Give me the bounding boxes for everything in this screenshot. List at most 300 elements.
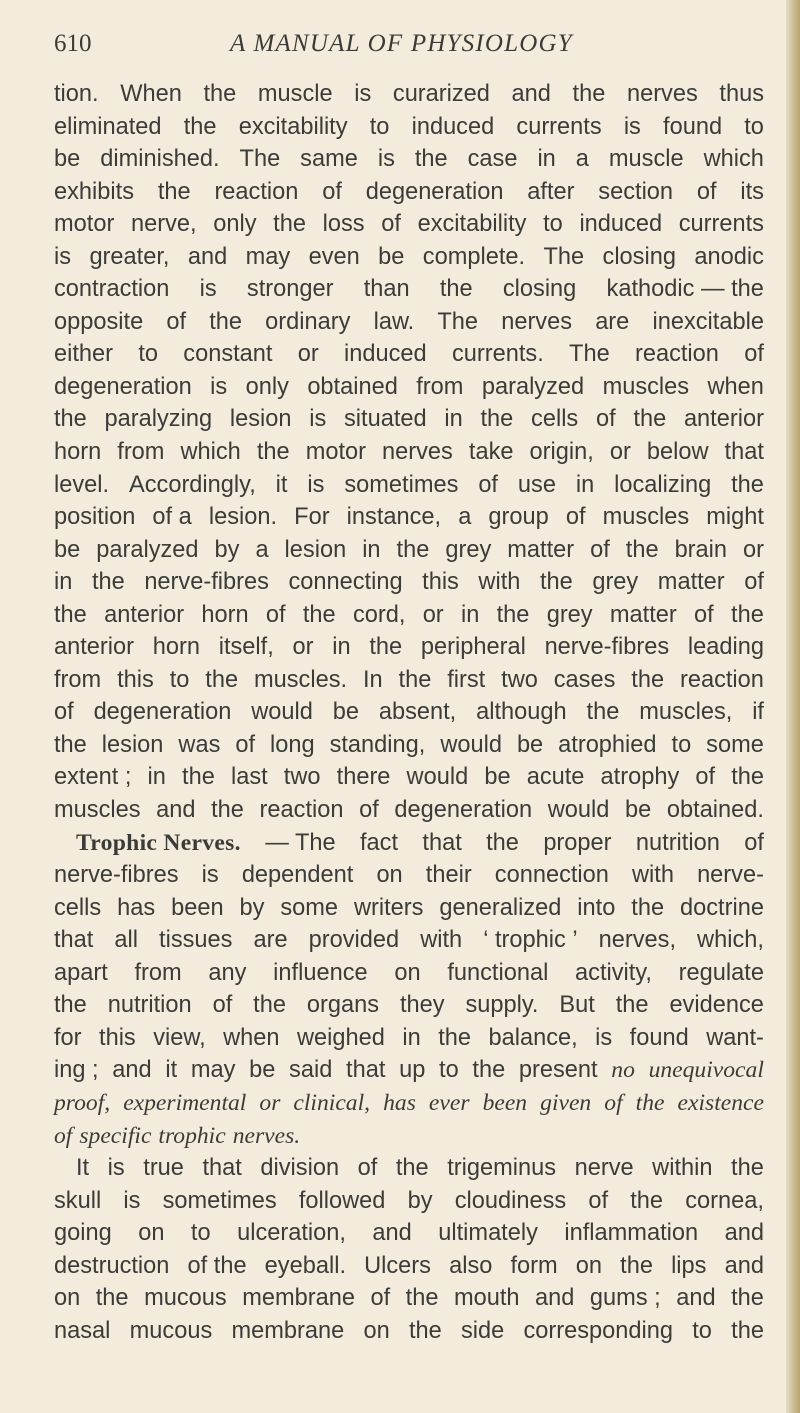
word: the	[486, 829, 519, 856]
word: of	[478, 471, 498, 498]
text-line	[54, 208, 764, 241]
word: and	[372, 1220, 412, 1247]
word: level.	[54, 471, 110, 498]
text-line	[54, 1250, 764, 1283]
word: two	[501, 666, 538, 693]
word: is	[377, 146, 395, 173]
word: the	[438, 1024, 472, 1051]
word: is	[107, 1155, 125, 1182]
word: absent,	[378, 699, 457, 726]
word: grey	[546, 601, 593, 628]
word: the	[731, 1285, 764, 1312]
word: when	[707, 373, 764, 400]
word: might	[706, 504, 764, 531]
text-line	[54, 827, 764, 860]
word: currents	[678, 211, 764, 238]
word: nerve-fibres	[144, 569, 269, 596]
word: and	[511, 81, 551, 107]
word: acute	[526, 764, 585, 791]
word: the	[480, 406, 514, 433]
word: degeneration	[54, 373, 192, 400]
word: than	[363, 276, 410, 303]
word: lesion	[229, 406, 292, 433]
word: first	[447, 666, 486, 693]
word: may	[190, 1057, 236, 1084]
word: their	[425, 862, 472, 889]
word: and	[724, 1220, 764, 1247]
word: for	[54, 1024, 82, 1051]
word: nerve,	[130, 211, 197, 238]
word: of	[265, 601, 286, 628]
word: of	[696, 178, 717, 205]
word: or	[297, 341, 319, 368]
word: tion.	[54, 81, 99, 107]
word: excitability	[417, 211, 527, 238]
word: nasal	[54, 1317, 111, 1344]
text-line	[54, 1054, 764, 1087]
word: — The	[265, 829, 336, 856]
word: the	[54, 406, 87, 433]
word: or	[743, 536, 764, 563]
word: last	[230, 764, 268, 791]
word: ulceration,	[237, 1220, 346, 1247]
word: degeneration	[394, 797, 533, 824]
word: weighed	[297, 1024, 385, 1051]
italic-word: trophic	[158, 1122, 226, 1149]
word: be	[332, 699, 359, 726]
word: or	[422, 601, 444, 628]
word: nerve	[574, 1155, 634, 1182]
word: muscles	[602, 373, 690, 400]
italic-word: unequivocal	[648, 1057, 764, 1084]
word: is	[309, 406, 327, 433]
word: skull	[54, 1187, 102, 1214]
word: standing,	[329, 731, 426, 758]
word: in	[460, 601, 480, 628]
word: would	[547, 797, 610, 824]
word: also	[449, 1252, 493, 1279]
word: of the	[187, 1252, 247, 1279]
word: degeneration	[93, 699, 232, 726]
word: from	[117, 439, 165, 466]
word: curarized	[392, 81, 490, 107]
word: be	[516, 731, 544, 758]
word: When	[120, 81, 182, 107]
word: in	[362, 536, 381, 563]
word: the	[54, 601, 87, 628]
word: matter	[507, 536, 575, 563]
word: muscles	[602, 504, 690, 531]
word: nerves,	[598, 927, 677, 954]
text-line	[54, 176, 764, 209]
word: the	[256, 439, 290, 466]
word: use	[517, 471, 556, 498]
word: are	[253, 927, 288, 954]
italic-word: experimental	[123, 1089, 247, 1116]
word: closing	[602, 243, 676, 270]
word: of	[590, 536, 610, 563]
word: they	[399, 992, 445, 1019]
word: induced	[579, 211, 663, 238]
text-line	[54, 1315, 764, 1348]
word: Accordingly,	[129, 471, 256, 498]
word: of a	[152, 504, 192, 531]
word: lips	[671, 1252, 707, 1279]
word: of	[744, 569, 764, 596]
word: mucous	[129, 1317, 213, 1344]
word: in	[402, 1024, 421, 1051]
word: horn	[152, 634, 200, 661]
word: been	[171, 894, 224, 921]
word: of	[565, 504, 586, 531]
word: side	[460, 1317, 505, 1344]
word: influence	[273, 959, 368, 986]
word: a	[255, 536, 269, 563]
word: a	[458, 504, 472, 531]
word: the	[182, 764, 215, 791]
word: to	[439, 1057, 459, 1084]
word: to	[543, 211, 563, 238]
word: of	[322, 178, 342, 205]
word: constant	[183, 341, 273, 368]
word: the	[615, 992, 649, 1019]
word: be	[625, 797, 652, 824]
word: the	[203, 81, 237, 107]
word: corresponding	[523, 1317, 674, 1344]
word: division	[260, 1155, 340, 1182]
word: mouth	[453, 1285, 520, 1312]
text-line	[54, 534, 764, 567]
text-line	[54, 859, 764, 892]
italic-word: of	[54, 1122, 73, 1149]
word: to	[190, 1220, 211, 1247]
word: to	[169, 666, 190, 693]
word: and	[676, 1285, 716, 1312]
word: is	[354, 81, 372, 107]
word: up	[399, 1057, 426, 1084]
word: within	[652, 1155, 713, 1182]
word: atrophied	[558, 731, 657, 758]
word: Ulcers	[364, 1252, 431, 1279]
word: nerve-fibres	[544, 634, 670, 661]
word: the	[572, 81, 606, 107]
word: the	[620, 1252, 653, 1279]
word: activity,	[575, 959, 652, 986]
word: on	[363, 1317, 390, 1344]
word: organs	[306, 992, 380, 1019]
word: of	[694, 601, 714, 628]
word: sometimes	[162, 1187, 277, 1214]
word: this	[117, 666, 154, 693]
word: true	[143, 1155, 184, 1182]
word: want-	[706, 1024, 764, 1051]
running-title: A MANUAL OF PHYSIOLOGY	[230, 30, 573, 57]
word: are	[595, 308, 630, 335]
word: in	[54, 569, 73, 596]
word: if	[752, 699, 764, 726]
text-line	[54, 1185, 764, 1218]
word: the	[731, 1155, 764, 1182]
word: lesion	[101, 731, 164, 758]
word: there	[336, 764, 391, 791]
text-line	[54, 599, 764, 632]
word: paralyzed	[481, 373, 585, 400]
word: to	[138, 341, 158, 368]
word: to	[369, 113, 390, 140]
word: the	[211, 797, 244, 824]
word: muscle	[608, 146, 684, 173]
word: connection	[494, 862, 609, 889]
word: that	[54, 927, 94, 954]
word: doctrine	[680, 894, 764, 921]
word: form	[510, 1252, 558, 1279]
word: kathodic — the	[606, 276, 764, 303]
word: would	[406, 764, 469, 791]
word: it	[165, 1057, 178, 1084]
word: dependent	[241, 862, 354, 889]
text-line	[54, 1217, 764, 1250]
word: The	[437, 308, 479, 335]
word: The	[239, 146, 281, 173]
text-line	[54, 664, 764, 697]
word: with	[420, 927, 463, 954]
word: motor	[305, 439, 366, 466]
word: case	[467, 146, 518, 173]
word: of	[235, 731, 256, 758]
word: nerve-fibres	[54, 862, 179, 889]
text-line	[54, 241, 764, 274]
word: some	[280, 894, 339, 921]
word: instance,	[346, 504, 442, 531]
word: reaction	[259, 797, 344, 824]
word: some	[706, 731, 764, 758]
word: leading	[687, 634, 764, 661]
word: cells	[531, 406, 579, 433]
word: ing ;	[54, 1057, 99, 1084]
word: that	[422, 829, 462, 856]
word: that	[724, 439, 764, 466]
word: the	[54, 992, 87, 1019]
word: motor	[54, 211, 115, 238]
word: lesion.	[208, 504, 278, 531]
word: is	[199, 276, 217, 303]
word: and	[535, 1285, 575, 1312]
text-line	[54, 1282, 764, 1315]
word: the	[586, 699, 620, 726]
word: the	[630, 1187, 664, 1214]
word: present	[518, 1057, 598, 1084]
word: the	[631, 666, 665, 693]
word: nutrition	[635, 829, 720, 856]
text-line	[54, 892, 764, 925]
word: cells	[54, 894, 102, 921]
word: the	[414, 146, 448, 173]
word: going	[54, 1220, 112, 1247]
word: the	[408, 1317, 442, 1344]
word: be	[484, 764, 511, 791]
word: But	[559, 992, 595, 1019]
word: the	[405, 1285, 439, 1312]
page-header	[54, 30, 754, 64]
text-line	[54, 273, 764, 306]
word: in	[332, 634, 351, 661]
word: itself,	[218, 634, 274, 661]
word: sometimes	[344, 471, 459, 498]
word: anodic	[694, 243, 764, 270]
word: muscles.	[253, 666, 348, 693]
word: with	[478, 569, 521, 596]
word: which	[703, 146, 764, 173]
word: proper	[543, 829, 612, 856]
word: For	[294, 504, 330, 531]
word: two	[283, 764, 321, 791]
word: by	[239, 894, 265, 921]
text-line	[54, 1120, 764, 1153]
word: is	[307, 471, 325, 498]
word: nutrition	[107, 992, 192, 1019]
word: cases	[553, 666, 616, 693]
text-line	[54, 111, 764, 144]
word: would	[440, 731, 502, 758]
word: is	[623, 113, 641, 140]
word: the	[209, 308, 243, 335]
word: on	[376, 862, 403, 889]
text-line	[54, 371, 764, 404]
word: opposite	[54, 308, 144, 335]
word: anterior	[54, 634, 134, 661]
word: on	[394, 959, 421, 986]
word: would	[251, 699, 313, 726]
word: matter	[609, 601, 677, 628]
word: cornea,	[685, 1187, 764, 1214]
word: localizing	[614, 471, 712, 498]
word: stronger	[246, 276, 334, 303]
word: of	[212, 992, 233, 1019]
word: from	[416, 373, 464, 400]
word: group	[488, 504, 549, 531]
word: induced	[344, 341, 427, 368]
word: lesion	[284, 536, 347, 563]
word: take	[468, 439, 514, 466]
word: the	[631, 894, 665, 921]
text-line	[54, 924, 764, 957]
text-line	[54, 338, 764, 371]
word: membrane	[242, 1285, 355, 1312]
word: the	[633, 406, 667, 433]
word: of	[595, 406, 616, 433]
word: from	[54, 666, 102, 693]
italic-word: clinical,	[293, 1089, 371, 1116]
word: same	[300, 146, 358, 173]
text-line	[54, 729, 764, 762]
word: any	[208, 959, 247, 986]
word: complete.	[422, 243, 526, 270]
text-line	[54, 436, 764, 469]
italic-word: existence	[677, 1089, 764, 1116]
word: and	[724, 1252, 764, 1279]
word: view,	[153, 1024, 206, 1051]
word: obtained	[307, 373, 398, 400]
italic-word: the	[635, 1089, 665, 1116]
word: the	[731, 471, 764, 498]
word: with	[632, 862, 674, 889]
word: muscles	[54, 797, 141, 824]
word: of	[370, 1285, 391, 1312]
word: this	[99, 1024, 136, 1051]
word: the	[731, 601, 764, 628]
word: The	[543, 243, 585, 270]
text-line	[54, 761, 764, 794]
word: the	[439, 276, 473, 303]
word: writers	[353, 894, 424, 921]
word: closing	[502, 276, 577, 303]
word: the	[253, 992, 286, 1019]
word: loss	[322, 211, 365, 238]
word: of	[54, 699, 74, 726]
word: on	[54, 1285, 81, 1312]
word: long	[270, 731, 315, 758]
text-line	[54, 403, 764, 436]
word: is	[54, 243, 72, 270]
word: the	[302, 601, 336, 628]
word: the	[273, 211, 306, 238]
italic-word: specific	[79, 1122, 152, 1149]
word: by	[214, 536, 240, 563]
section-heading: Trophic Nerves.	[76, 829, 241, 856]
word: the	[183, 113, 217, 140]
text-line	[54, 469, 764, 502]
word: of	[166, 308, 187, 335]
word: the	[731, 764, 764, 791]
word: is	[210, 373, 228, 400]
word: diminished.	[100, 146, 220, 173]
word: atrophy	[600, 764, 680, 791]
word: this	[422, 569, 459, 596]
word: ‘ trophic ’	[483, 927, 578, 954]
word: even	[308, 243, 360, 270]
word: the	[625, 536, 659, 563]
word: supply.	[465, 992, 539, 1019]
word: matter	[657, 569, 725, 596]
word: to	[692, 1317, 712, 1344]
italic-word: been	[482, 1089, 528, 1116]
word: that	[346, 1057, 386, 1084]
word: inexcitable	[652, 308, 764, 335]
word: be	[54, 536, 81, 563]
body-text	[54, 78, 764, 1347]
word: below	[646, 439, 709, 466]
word: paralyzed	[96, 536, 199, 563]
word: by	[407, 1187, 433, 1214]
word: has	[117, 894, 156, 921]
word: the	[91, 569, 125, 596]
word: of	[357, 1155, 378, 1182]
word: found	[629, 1024, 689, 1051]
word: generalized	[439, 894, 562, 921]
text-line	[54, 957, 764, 990]
italic-word: no	[611, 1057, 635, 1084]
word: is	[201, 862, 219, 889]
word: which,	[697, 927, 764, 954]
word: the	[205, 666, 239, 693]
word: peripheral	[420, 634, 526, 661]
word: to	[744, 113, 764, 140]
word: be	[249, 1057, 276, 1084]
word: connecting	[288, 569, 403, 596]
word: contraction	[54, 276, 170, 303]
word: either	[54, 341, 114, 368]
word: the	[539, 569, 573, 596]
